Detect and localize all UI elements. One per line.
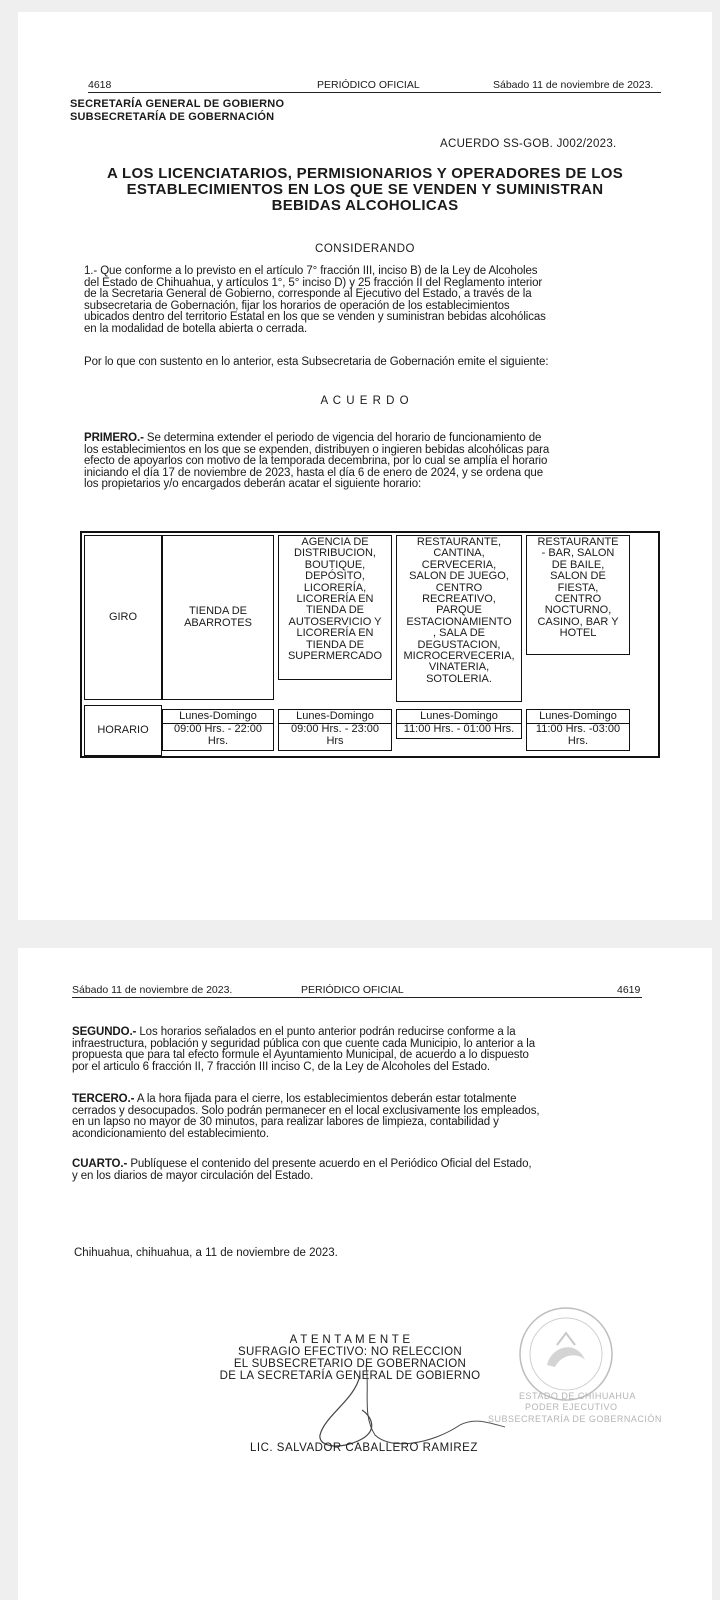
text-line: del Estado de Chihuahua, y artículos 1°, 5° inciso D) y 25 fracción II del Reglamento interior (84, 276, 543, 289)
cell-line: DE BAILE, (551, 558, 605, 571)
time-line: Hrs. (567, 734, 589, 747)
considerando-paragraph (84, 266, 648, 336)
schedule-table (80, 531, 660, 758)
text-line: iniciando el día 17 de noviembre de 2023, hasta el día 6 de enero de 2024, y se ordena que (84, 466, 544, 479)
stamp-line: ESTADO DE CHIHUAHUA (519, 1391, 636, 1401)
giro-header: GIRO (84, 535, 162, 700)
horario-time (526, 724, 630, 751)
text-line: subsecretaria de Gobernación, fijar los horarios de operación de los establecimientos (84, 299, 510, 312)
state-seal-icon (517, 1305, 615, 1403)
cell-line: FIESTA, (557, 581, 599, 594)
document-title (48, 166, 682, 214)
handwritten-signature (300, 1355, 510, 1455)
cell-line: SOTOLERIA. (426, 672, 492, 685)
cell-line: AGENCIA DE (301, 536, 369, 548)
horario-time (162, 724, 274, 751)
cell-line: DISTRIBUCION, (294, 547, 376, 560)
time-line: 11:00 Hrs. -03:00 (535, 723, 621, 735)
text-line: 1.- Que conforme a lo previsto en el artículo 7° fracción III, inciso B) de la Ley de Alcoholes (84, 265, 538, 277)
document-page-4619 (18, 948, 712, 1600)
cell-line: NOCTURNO, (544, 604, 612, 617)
horario-time (396, 724, 522, 739)
atentamente-line: A T E N T A M E N T E (289, 1334, 411, 1346)
text-line: efecto de apoyarlos con motivo de la temporada decembrina, por lo cual se amplía el horario (84, 455, 548, 468)
cell-line: CENTRO (554, 593, 602, 606)
giro-cell-agencia (278, 535, 392, 680)
cell-line: DEPÓSITO, (305, 570, 365, 583)
text-line: acondicionamiento del establecimiento. (72, 1127, 269, 1140)
horario-days: Lunes-Domingo (278, 709, 392, 724)
cell-line: TIENDA DE (305, 638, 365, 651)
cell-line: TIENDA DE (188, 605, 248, 618)
page-header (88, 79, 661, 93)
time-line: 11:00 Hrs. - 01:00 Hrs. (403, 723, 515, 735)
horario-restaurante (396, 709, 522, 739)
publication-date: Sábado 11 de noviembre de 2023. (72, 984, 233, 996)
text-line: por el articulo 6 fracción II, 7 fracción III inciso C, de la Ley de Alcoholes del Estado. (72, 1060, 491, 1073)
title-line: BEBIDAS ALCOHOLICAS (271, 197, 459, 214)
text-line: Se determina extender el periodo de vigencia del horario de funcionamiento de (143, 432, 542, 444)
cell-line: AUTOSERVICIO Y (288, 615, 382, 628)
title-line: ESTABLECIMIENTOS EN LOS QUE SE VENDEN Y SUMINISTRAN (126, 181, 604, 198)
horario-abarrotes (162, 709, 274, 751)
text-line: en la modalidad de botella abierta o cerrada. (84, 322, 308, 335)
cell-line: - BAR, SALON (541, 547, 615, 560)
giro-cell-restaurante (396, 535, 522, 702)
segundo-label: SEGUNDO.- (72, 1026, 137, 1038)
giro-cell-restaurante-bar (526, 535, 630, 655)
page-number: 4618 (88, 79, 112, 91)
signature-line: DE LA SECRETARÍA GENERAL DE GOBIERNO (219, 1370, 481, 1382)
cell-line: CERVECERIA, (421, 558, 497, 571)
document-page-4618 (18, 12, 712, 920)
acuerdo-heading: A C U E R D O (320, 395, 410, 407)
primero-paragraph (84, 433, 648, 491)
text-line: en un lapso no mayor de 30 minutos, para realizar labores de limpieza, contabilidad y (72, 1116, 499, 1129)
time-line: 09:00 Hrs. - 23:00 (290, 723, 380, 735)
tercero-label: TERCERO.- (72, 1093, 135, 1105)
time-line: Hrs. (207, 734, 229, 747)
cell-line: CASINO, BAR Y (537, 615, 619, 628)
cell-line: MICROCERVECERIA, (403, 650, 515, 663)
giro-cell-abarrotes (162, 535, 274, 700)
cuarto-label: CUARTO.- (72, 1158, 128, 1170)
time-line: 09:00 Hrs. - 22:00 (173, 723, 263, 735)
cell-line: ABARROTES (184, 616, 252, 629)
cell-line: RECREATIVO, (422, 593, 496, 606)
office-line-1: SECRETARÍA GENERAL DE GOBIERNO (70, 98, 285, 110)
cell-line: CENTRO (435, 581, 483, 594)
stamp-line: SUBSECRETARÍA DE GOBERNACIÓN (488, 1414, 662, 1424)
text-line: los establecimientos en los que se expenden, distribuyen o ingieren bebidas alcohólicas para (84, 443, 550, 456)
tercero-paragraph (72, 1094, 656, 1140)
page-header (72, 984, 642, 998)
horario-time (278, 724, 392, 751)
agreement-id: ACUERDO SS-GOB. J002/2023. (440, 138, 617, 150)
publication-date: Sábado 11 de noviembre de 2023. (493, 79, 654, 91)
cell-line: RESTAURANTE (537, 536, 619, 548)
horario-days: Lunes-Domingo (162, 709, 274, 724)
cell-line: ESTACIONAMIENTO (406, 615, 512, 628)
horario-agencia (278, 709, 392, 751)
text-line: infraestructura, población y seguridad pública con que cuente cada Municipio, lo anterior a la (72, 1037, 536, 1050)
text-line: de la Secretaria General de Gobierno, corresponde al Ejecutivo del Estado, a través de la (84, 288, 532, 301)
text-line: propuesta que para tal efecto formule el Ayuntamiento Municipal, de acuerdo a lo dispuesto (72, 1049, 529, 1062)
cuarto-paragraph (72, 1159, 656, 1182)
time-line: Hrs (326, 734, 344, 747)
cell-line: SALON DE (550, 570, 606, 583)
considerando-heading: CONSIDERANDO (315, 243, 415, 255)
cell-line: HOTEL (559, 627, 597, 640)
horario-days: Lunes-Domingo (526, 709, 630, 724)
signature-line: SUFRAGIO EFECTIVO: NO RELECCION (238, 1346, 462, 1358)
text-line: Los horarios señalados en el punto anterior podrán reducirse conforme a la (136, 1026, 516, 1038)
signatory-name: LIC. SALVADOR CABALLERO RAMIREZ (250, 1442, 478, 1454)
cell-line: CANTINA, (433, 547, 485, 560)
text-line: Publíquese el contenido del presente acuerdo en el Periódico Oficial del Estado, (127, 1158, 532, 1170)
cell-line: PARQUE (436, 604, 482, 617)
page-number: 4619 (617, 984, 641, 996)
text-line: y en los diarios de mayor circulación del Estado. (72, 1169, 314, 1182)
horario-days: Lunes-Domingo (396, 709, 522, 724)
text-line: ubicados dentro del territorio Estatal en los que se venden y suministran bebidas alcohólicas (84, 311, 546, 324)
signature-line: EL SUBSECRETARIO DE GOBERNACION (233, 1358, 467, 1370)
cell-line: TIENDA DE (305, 604, 365, 617)
cell-line: LICORERÍA EN (296, 593, 374, 606)
horario-header: HORARIO (84, 705, 162, 756)
publication-name: PERIÓDICO OFICIAL (317, 79, 420, 91)
title-line: A LOS LICENCIATARIOS, PERMISIONARIOS Y OPERADORES DE LOS (106, 165, 624, 182)
cell-line: SALON DE JUEGO, (409, 570, 509, 583)
text-line: A la hora fijada para el cierre, los establecimientos deberán estar totalmente (134, 1093, 517, 1105)
cell-line: LICORERÍA EN (296, 627, 374, 640)
text-line: los propietarios y/o encargados deberán acatar el siguiente horario: (84, 478, 422, 491)
horario-restaurante-bar (526, 709, 630, 751)
cell-line: LICORERÍA, (303, 581, 367, 594)
cell-line: DEGUSTACION, (417, 638, 501, 651)
segundo-paragraph (72, 1027, 656, 1073)
stamp-line: PODER EJECUTIVO (525, 1402, 618, 1412)
cell-line: BOUTIQUE, (304, 558, 366, 571)
sustento-paragraph: Por lo que con sustento en lo anterior, esta Subsecretaria de Gobernación emite el siguiente: (84, 356, 549, 368)
cell-line: VINATERIA, (428, 661, 490, 674)
place-date: Chihuahua, chihuahua, a 11 de noviembre de 2023. (74, 1247, 338, 1259)
office-line-2: SUBSECRETARÍA DE GOBERNACIÓN (70, 111, 275, 123)
cell-line: SUPERMERCADO (287, 650, 383, 663)
primero-label: PRIMERO.- (84, 432, 144, 444)
cell-line: , SALA DE (433, 627, 485, 640)
cell-line: RESTAURANTE, (416, 536, 502, 548)
publication-name: PERIÓDICO OFICIAL (301, 984, 404, 996)
text-line: cerrados y desocupados. Solo podrán permanecer en el local exclusivamente los empleados, (72, 1104, 540, 1117)
